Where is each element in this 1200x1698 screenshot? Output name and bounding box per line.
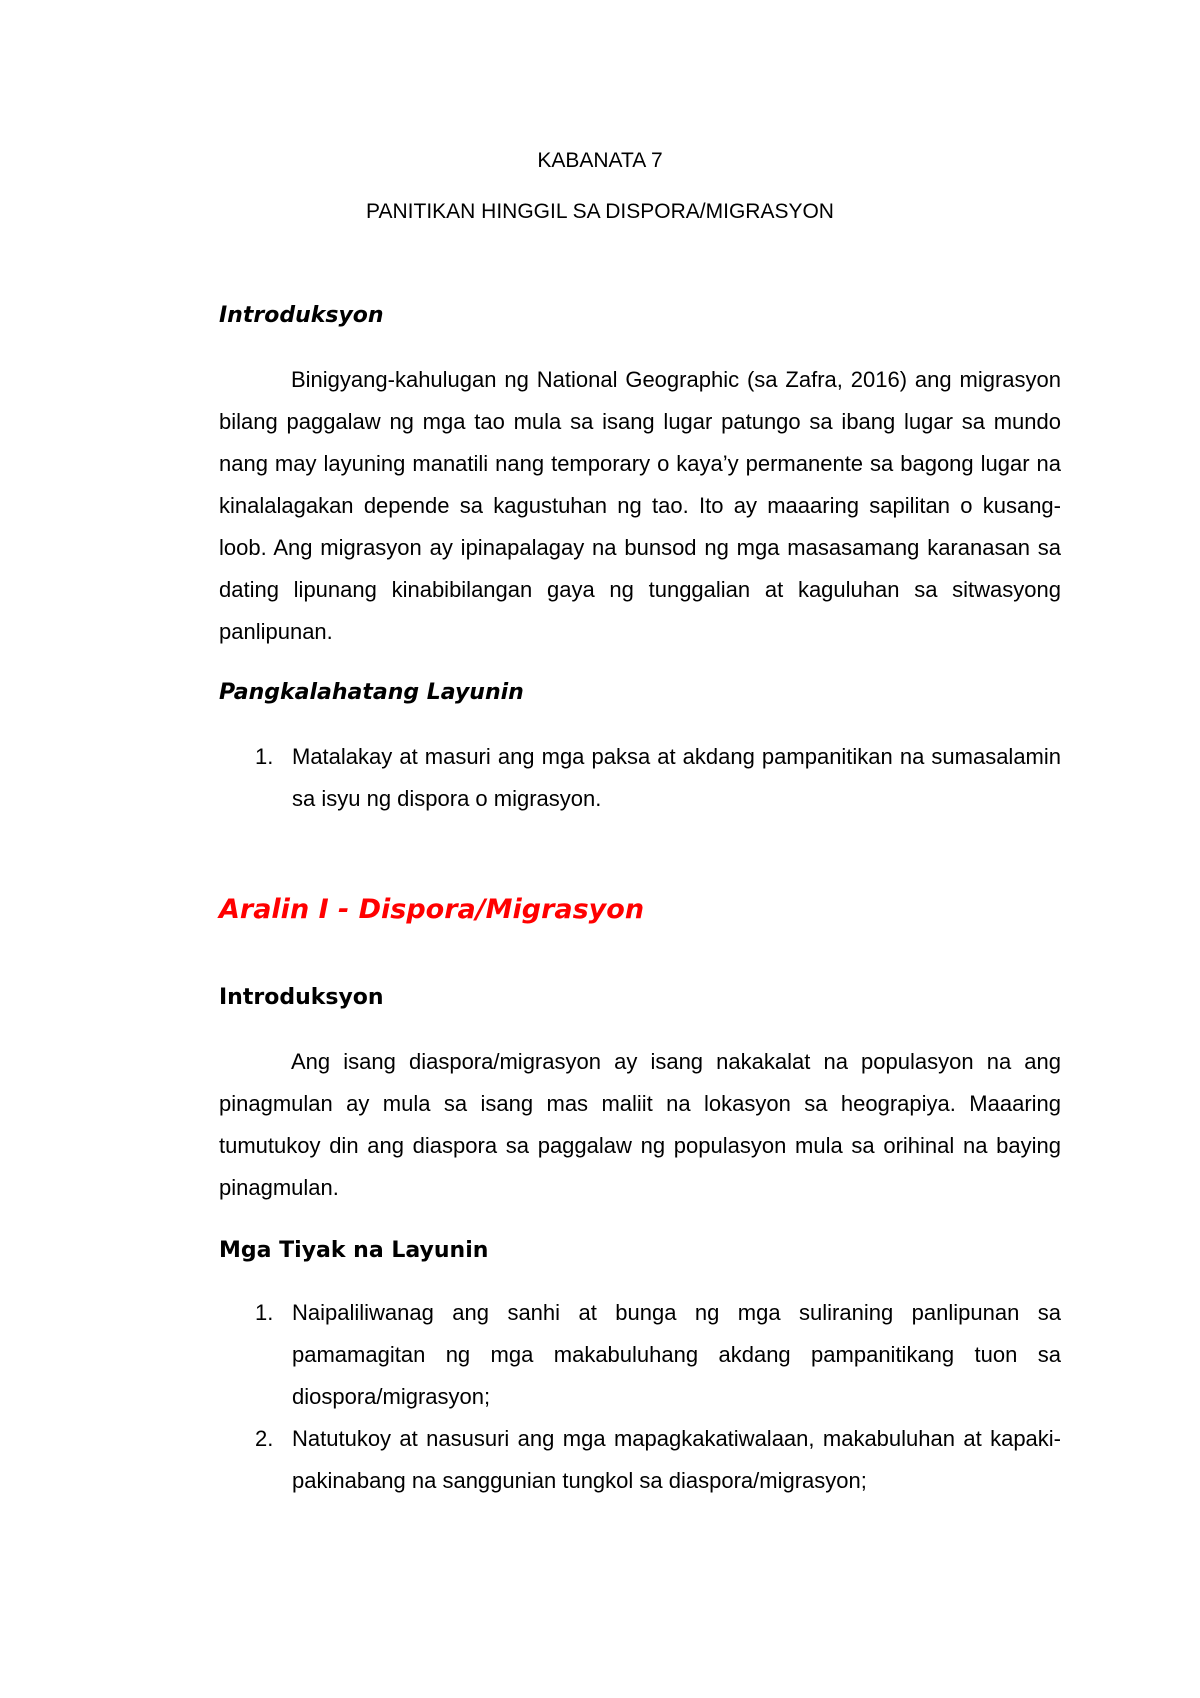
list-item	[219, 736, 1061, 820]
intro-heading: Introduksyon	[219, 303, 384, 328]
chapter-title: PANITIKAN HINGGIL SA DISPORA/MIGRASYON	[366, 200, 834, 223]
list-item-number: 1.	[255, 744, 274, 769]
list-item	[219, 1292, 1061, 1418]
list-item-text: Natutukoy at nasusuri ang mga mapagkakatiwalaan, makabuluhan at kapaki-pakinabang na sanggunian tungkol sa diaspora/migrasyon;	[292, 1426, 1061, 1493]
list-item-number: 2.	[255, 1426, 274, 1451]
lesson-title: Aralin I - Dispora/Migrasyon	[219, 894, 645, 925]
general-objectives-list	[219, 736, 1061, 820]
list-item-text: Matalakay at masuri ang mga paksa at akdang pampanitikan na sumasalamin sa isyu ng dispora o migrasyon.	[292, 744, 1061, 811]
lesson-intro-heading: Introduksyon	[219, 985, 384, 1010]
specific-objectives-heading: Mga Tiyak na Layunin	[219, 1238, 489, 1263]
list-item	[219, 1418, 1061, 1502]
specific-objectives-list	[219, 1292, 1061, 1502]
lesson-intro-paragraph: Ang isang diaspora/migrasyon ay isang nakakalat na populasyon na ang pinagmulan ay mula sa isang mas maliit na lokasyon sa heograpiya. Maaaring tumutukoy din ang diaspora sa paggalaw ng populasyon mula sa orihinal na baying pinagmulan.	[219, 1049, 1061, 1200]
intro-paragraph: Binigyang-kahulugan ng National Geographic (sa Zafra, 2016) ang migrasyon bilang paggalaw ng mga tao mula sa isang lugar patungo sa ibang lugar sa mundo nang may layuning manatili nang temporary o kaya’y permanente sa bagong lugar na kinalalagakan depende sa kagustuhan ng tao. Ito ay maaaring sapilitan o kusang-loob. Ang migrasyon ay ipinapalagay na bunsod ng mga masasamang karanasan sa dating lipunang kinabibilangan gaya ng tunggalian at kaguluhan sa sitwasyong panlipunan.	[219, 367, 1061, 644]
chapter-number: KABANATA 7	[537, 149, 663, 172]
list-item-text: Naipaliliwanag ang sanhi at bunga ng mga suliraning panlipunan sa pamamagitan ng mga makabuluhang akdang pampanitikang tuon sa diospora/migrasyon;	[292, 1300, 1061, 1409]
list-item-number: 1.	[255, 1300, 274, 1325]
general-objectives-heading: Pangkalahatang Layunin	[219, 680, 524, 705]
